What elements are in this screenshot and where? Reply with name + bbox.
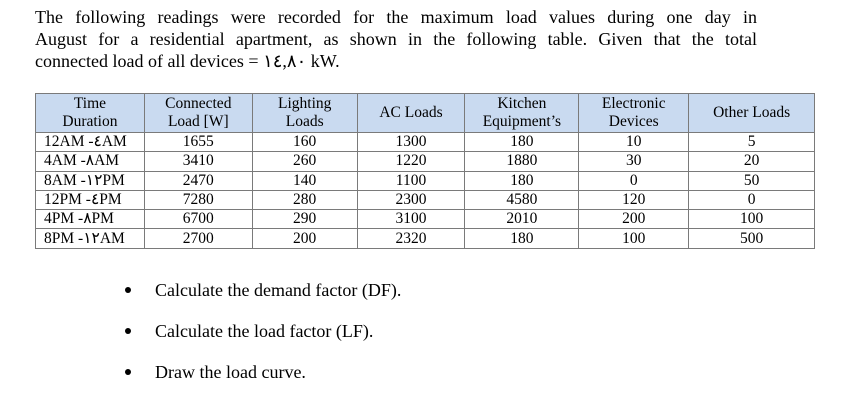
cell-other-loads: 0 [689,190,815,209]
cell-connected-load: 7280 [144,190,252,209]
cell-kitchen-equipment: 180 [465,133,579,152]
cell-electronic-devices: 200 [579,210,689,229]
cell-other-loads: 20 [689,152,815,171]
cell-connected-load: 1655 [144,133,252,152]
header-line: Time [73,95,107,112]
cell-kitchen-equipment: 1880 [465,152,579,171]
list-item [125,360,401,401]
task-text: Calculate the load factor (LF). [155,321,374,341]
cell-ac-loads: 2300 [357,190,465,209]
cell-connected-load: 2700 [144,229,252,248]
header-line: Equipment’s [482,113,562,130]
cell-ac-loads: 1300 [357,133,465,152]
header-line: Connected [165,95,232,112]
problem-statement [35,6,757,72]
task-list [125,278,401,401]
header-line: Duration [62,113,118,130]
cell-lighting-loads: 260 [252,152,357,171]
task-text: Calculate the demand factor (DF). [155,280,402,300]
cell-time-duration: 12PM -٤PM [36,190,145,209]
cell-time-duration: 8PM -١٢AM [36,229,145,248]
load-readings-table [35,93,815,249]
table-row [36,210,815,229]
table-row [36,229,815,248]
cell-electronic-devices: 10 [579,133,689,152]
table-row [36,190,815,209]
cell-electronic-devices: 120 [579,190,689,209]
cell-other-loads: 100 [689,210,815,229]
table-header-row [36,94,815,133]
header-kitchen-equipment [465,94,579,133]
cell-lighting-loads: 160 [252,133,357,152]
cell-lighting-loads: 290 [252,210,357,229]
list-item [125,319,401,360]
bullet-icon [125,328,131,334]
bullet-icon [125,287,131,293]
header-electronic-devices [579,94,689,133]
header-time-duration [36,94,145,133]
problem-statement-line-3: connected load of all devices = ١٤,٨٠ kW. [35,51,340,71]
header-line: Loads [285,113,324,130]
cell-time-duration: 8AM -١٢PM [36,171,145,190]
cell-electronic-devices: 0 [579,171,689,190]
cell-kitchen-equipment: 180 [465,171,579,190]
table-row [36,133,815,152]
cell-connected-load: 2470 [144,171,252,190]
cell-electronic-devices: 100 [579,229,689,248]
cell-lighting-loads: 200 [252,229,357,248]
cell-ac-loads: 2320 [357,229,465,248]
cell-other-loads: 5 [689,133,815,152]
bullet-icon [125,369,131,375]
header-other-loads [689,94,815,133]
list-item [125,278,401,319]
cell-time-duration: 12AM -٤AM [36,133,145,152]
cell-lighting-loads: 140 [252,171,357,190]
cell-time-duration: 4PM -٨PM [36,210,145,229]
header-line: Other Loads [713,104,791,121]
header-line: Lighting [277,95,332,112]
cell-kitchen-equipment: 4580 [465,190,579,209]
cell-ac-loads: 1100 [357,171,465,190]
task-text: Draw the load curve. [155,362,306,382]
header-lighting-loads [252,94,357,133]
cell-other-loads: 500 [689,229,815,248]
header-line: AC Loads [379,104,443,121]
header-ac-loads [357,94,465,133]
cell-kitchen-equipment: 180 [465,229,579,248]
header-line: Load [W] [167,113,229,130]
table-row [36,152,815,171]
cell-ac-loads: 1220 [357,152,465,171]
cell-electronic-devices: 30 [579,152,689,171]
cell-lighting-loads: 280 [252,190,357,209]
cell-time-duration: 4AM -٨AM [36,152,145,171]
cell-other-loads: 50 [689,171,815,190]
table-row [36,171,815,190]
problem-statement-line-2: August for a residential apartment, as shown in the following table. Given that the total [35,29,757,49]
header-connected-load [144,94,252,133]
cell-connected-load: 6700 [144,210,252,229]
header-line: Devices [608,113,659,130]
cell-connected-load: 3410 [144,152,252,171]
header-line: Kitchen [497,95,547,112]
header-line: Electronic [601,95,666,112]
problem-statement-line-1: The following readings were recorded for the maximum load values during one day in [35,7,757,27]
cell-kitchen-equipment: 2010 [465,210,579,229]
cell-ac-loads: 3100 [357,210,465,229]
